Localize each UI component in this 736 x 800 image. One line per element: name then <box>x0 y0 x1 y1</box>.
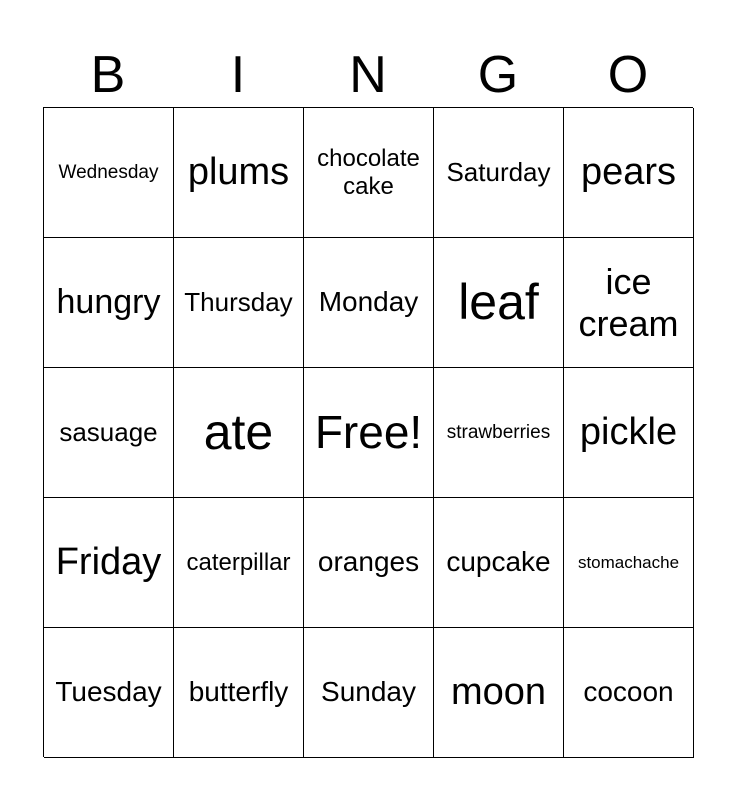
bingo-cell[interactable]: ice cream <box>564 238 694 368</box>
free-space-cell[interactable]: Free! <box>304 368 434 498</box>
bingo-cell[interactable]: cocoon <box>564 628 694 758</box>
bingo-cell[interactable]: moon <box>434 628 564 758</box>
header-letter-b: B <box>90 46 126 104</box>
header-letter-n: N <box>349 46 387 104</box>
bingo-cell[interactable]: Wednesday <box>44 108 174 238</box>
bingo-board <box>43 107 693 757</box>
bingo-cell[interactable]: Thursday <box>174 238 304 368</box>
bingo-cell[interactable]: cupcake <box>434 498 564 628</box>
bingo-cell[interactable]: pickle <box>564 368 694 498</box>
bingo-cell[interactable]: chocolate cake <box>304 108 434 238</box>
bingo-cell[interactable]: Sunday <box>304 628 434 758</box>
bingo-header <box>43 40 693 110</box>
bingo-cell[interactable]: ate <box>174 368 304 498</box>
bingo-cell[interactable]: pears <box>564 108 694 238</box>
bingo-cell[interactable]: Saturday <box>434 108 564 238</box>
bingo-cell[interactable]: Monday <box>304 238 434 368</box>
bingo-cell[interactable]: Friday <box>44 498 174 628</box>
bingo-cell[interactable]: Tuesday <box>44 628 174 758</box>
bingo-cell[interactable]: stomachache <box>564 498 694 628</box>
bingo-cell[interactable]: strawberries <box>434 368 564 498</box>
header-letter-o: O <box>607 46 649 104</box>
bingo-cell[interactable]: hungry <box>44 238 174 368</box>
header-letter-g: G <box>477 46 519 104</box>
bingo-cell[interactable]: leaf <box>434 238 564 368</box>
bingo-cell[interactable]: butterfly <box>174 628 304 758</box>
bingo-cell[interactable]: sasuage <box>44 368 174 498</box>
bingo-cell[interactable]: oranges <box>304 498 434 628</box>
header-letter-i: I <box>230 46 246 104</box>
bingo-cell[interactable]: plums <box>174 108 304 238</box>
bingo-cell[interactable]: caterpillar <box>174 498 304 628</box>
